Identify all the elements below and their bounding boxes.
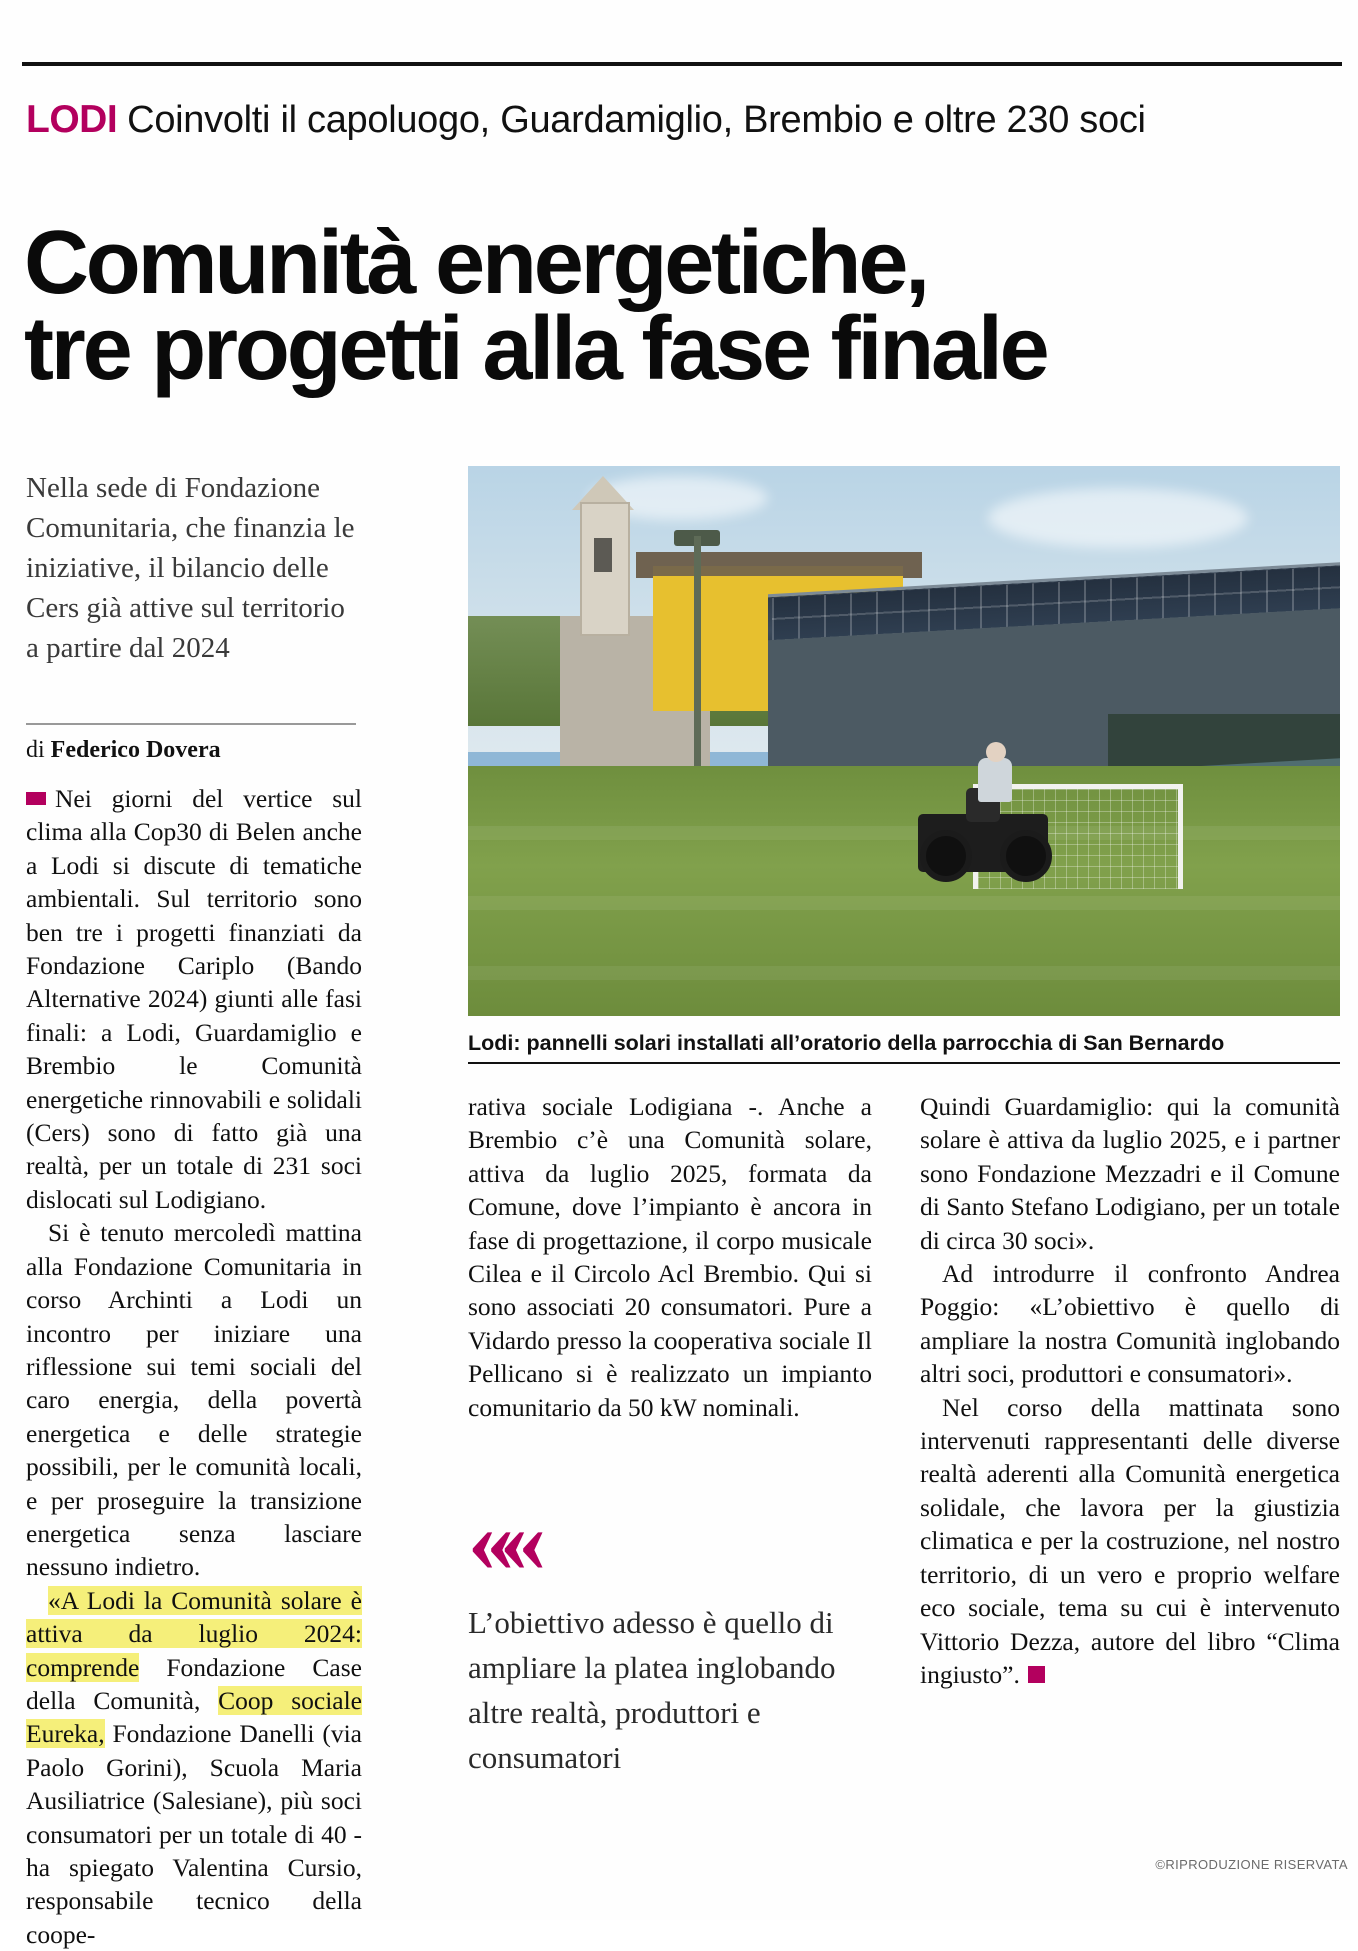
paragraph: rativa sociale Lodigiana -. Anche a Brembio c’è una Comunità solare, attiva da luglio 2025, formata da Comune, dove l’impianto è ancora in fase di progettazione, il corpo musicale Cilea e il Circolo Acl Brembio. Qui si sono associati 20 consumatori. Pure a Vidardo presso la cooperativa sociale Il Pellicano si è realizzato un impianto comunitario da 50 kW nominali.	[468, 1092, 872, 1422]
headline-line-1: Comunità energetiche,	[24, 213, 927, 314]
byline-prefix: di	[26, 737, 45, 763]
paragraph-last	[920, 1391, 1340, 1692]
byline	[26, 735, 356, 765]
mower-wheel	[920, 830, 972, 882]
page-title	[24, 213, 1344, 400]
square-bullet-icon	[26, 792, 46, 805]
highlight-span-2: Coop sociale Eureka,	[26, 1685, 363, 1749]
caption-rule	[468, 1062, 1340, 1064]
body-column-left	[26, 782, 362, 1951]
paragraph-text: Nei giorni del vertice sul clima alla Cop30 di Belen anche a Lodi si discute di tematiche ambientali. Sul territorio sono ben tre i progetti finanziati da Fondazione Cariplo (Bando Alternative 2024) giunti alle fasi finali: a Lodi, Guardamiglio e Brembio le Comunità energetiche rinnovabili e solidali (Cers) sono di fatto già una realtà, per un totale di 231 soci dislocati sul Lodigiano.	[26, 784, 362, 1214]
photo-caption: Lodi: pannelli solari installati all’oratorio della parrocchia di San Bernardo	[468, 1031, 1225, 1055]
paragraph: Quindi Guardamiglio: qui la comunità solare è attiva da luglio 2025, e i partner sono Fondazione Mezzadri e il Comune di Santo Stefano Lodigiano, per un totale di circa 30 soci».	[920, 1092, 1340, 1255]
top-rule	[22, 62, 1342, 66]
pullquote: L’obiettivo adesso è quello di ampliare la platea inglobando altre realtà, produttori e consumatori	[468, 1605, 836, 1775]
kicker-text: Coinvolti il capoluogo, Guardamiglio, Brembio e oltre 230 soci	[127, 99, 1146, 141]
mower-wheel	[1000, 830, 1052, 882]
body-column-right	[920, 1090, 1340, 1691]
paragraph	[26, 782, 362, 1216]
end-square-icon	[1028, 1666, 1045, 1683]
byline-rule	[26, 723, 356, 725]
paragraph	[26, 1216, 362, 1583]
headline-line-2: tre progetti alla fase finale	[24, 299, 1047, 400]
paragraph-text: Nel corso della mattinata sono intervenuti rappresentanti delle diverse realtà aderenti alla Comunità energetica solidale, che lavora per la giustizia climatica e per la costruzione, nel nostro territorio, di un vero e proprio welfare eco sociale, tema su cui è intervenuto Vittorio Dezza, autore del libro “Clima ingiusto”.	[920, 1392, 1340, 1689]
grass-field	[468, 766, 1340, 1016]
mower-operator-head	[986, 742, 1006, 762]
body-column-middle	[468, 1090, 872, 1424]
paragraph-text: Fondazione Case della Comunità,	[26, 1652, 362, 1715]
highlight-span-1: «A Lodi la Comunità solare è attiva da luglio 2024: comprende	[26, 1585, 362, 1682]
mower-operator-body	[978, 758, 1012, 802]
kicker-city: LODI	[26, 98, 118, 141]
paragraph-highlighted	[26, 1584, 362, 1951]
cloud-shape	[988, 488, 1248, 548]
copyright-notice: ©RIPRODUZIONE RISERVATA	[1155, 1857, 1348, 1872]
bell-tower-window	[594, 538, 612, 572]
ride-on-mower	[918, 814, 1048, 872]
article-photo	[468, 466, 1340, 1016]
byline-author: Federico Dovera	[50, 737, 221, 763]
standfirst: Nella sede di Fondazione Comunitaria, che finanzia le iniziative, il bilancio delle Cers già attive sul territorio a partire dal 2024	[26, 472, 355, 664]
pullquote-quote-icon: ««	[468, 1489, 532, 1591]
paragraph-text: Fondazione Danelli (via Paolo Gorini), Scuola Maria Ausiliatrice (Salesiane), più soci consumatori per un totale di 40 - ha spiegato Valentina Cursio, responsabile tecnico della coope-	[26, 1719, 362, 1949]
kicker	[26, 98, 1336, 142]
paragraph-text: Si è tenuto mercoledì mattina alla Fondazione Comunitaria in corso Archinti a Lodi un incontro per iniziare una riflessione sui temi sociali del caro energia, della povertà energetica e delle strategie possibili, per le comunità locali, e per proseguire la transizione energetica senza lasciare nessuno indietro.	[26, 1218, 362, 1582]
paragraph: Ad introdurre il confronto Andrea Poggio: «L’obiettivo è quello di ampliare la nostra Comunità inglobando altri soci, produttori e consumatori».	[920, 1259, 1340, 1389]
